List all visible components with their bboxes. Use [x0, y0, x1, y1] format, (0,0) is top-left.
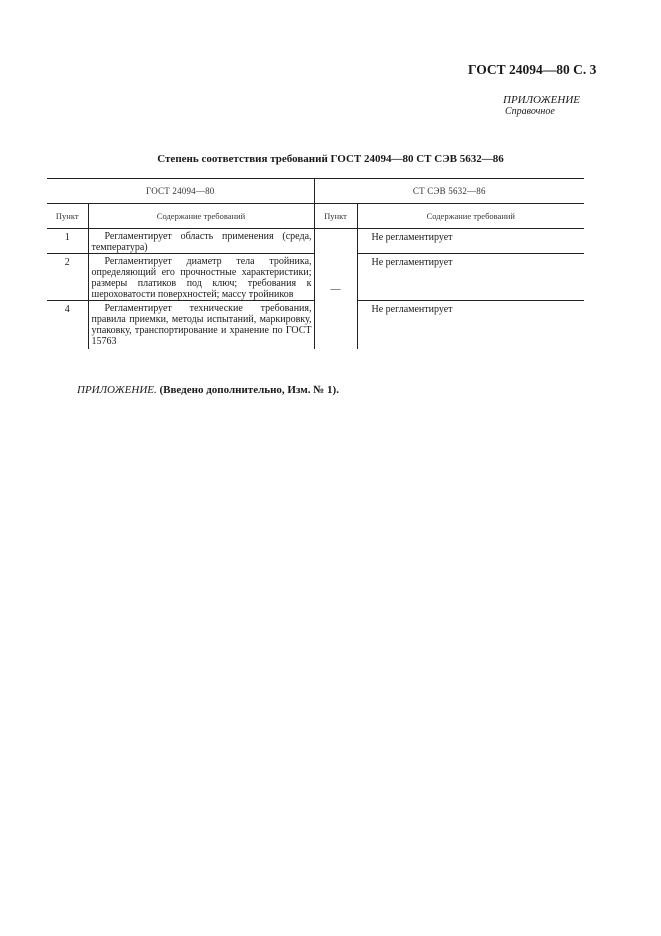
- row-requirement: [88, 301, 314, 350]
- row-requirement-text: Регламентирует диаметр тела тройника, определяющий его прочностные характеристики; размеры платиков под ключ; требования к шероховатости поверхностей; массу тройников: [91, 256, 312, 300]
- column-header-content: Содержание требований: [88, 204, 314, 229]
- group-header-st-sev: СТ СЭВ 5632—86: [314, 179, 584, 204]
- column-header-item-st: Пункт: [314, 204, 357, 229]
- amendment-text: (Введено дополнительно, Изм. № 1).: [159, 384, 339, 396]
- group-header-gost: ГОСТ 24094—80: [47, 179, 314, 204]
- appendix-subtitle: Справочное: [505, 106, 555, 117]
- row-st-requirement: Не регламентирует: [357, 301, 584, 350]
- row-st-requirement: Не регламентирует: [357, 254, 584, 301]
- column-header-item: Пункт: [47, 204, 88, 229]
- amendment-label: ПРИЛОЖЕНИЕ.: [77, 384, 157, 396]
- page-header-code: ГОСТ 24094—80 С. 3: [468, 62, 597, 77]
- dash-mark: —: [330, 283, 341, 295]
- row-st-requirement: Не регламентирует: [371, 232, 453, 243]
- row-item-number: 4: [47, 301, 88, 350]
- row-requirement: [88, 254, 314, 301]
- amendment-note: [77, 384, 339, 396]
- row-item-number: 2: [47, 254, 88, 301]
- table-caption: Степень соответствия требований ГОСТ 24094—80 СТ СЭВ 5632—86: [157, 153, 504, 165]
- row-requirement-text: Регламентирует технические требования, правила приемки, методы испытаний, маркировку, упаковку, транспортирование и хранение по ГОСТ 15763: [91, 303, 312, 347]
- st-item-dash: [314, 229, 357, 350]
- row-item-number: 1: [47, 229, 88, 254]
- appendix-title: ПРИЛОЖЕНИЕ: [503, 94, 580, 106]
- table-row: [47, 229, 584, 254]
- column-header-content-st: Содержание требований: [357, 204, 584, 229]
- row-requirement: [88, 229, 314, 254]
- row-requirement-text: Регламентирует область применения (среда, температура): [91, 231, 312, 253]
- compliance-table: [47, 178, 584, 349]
